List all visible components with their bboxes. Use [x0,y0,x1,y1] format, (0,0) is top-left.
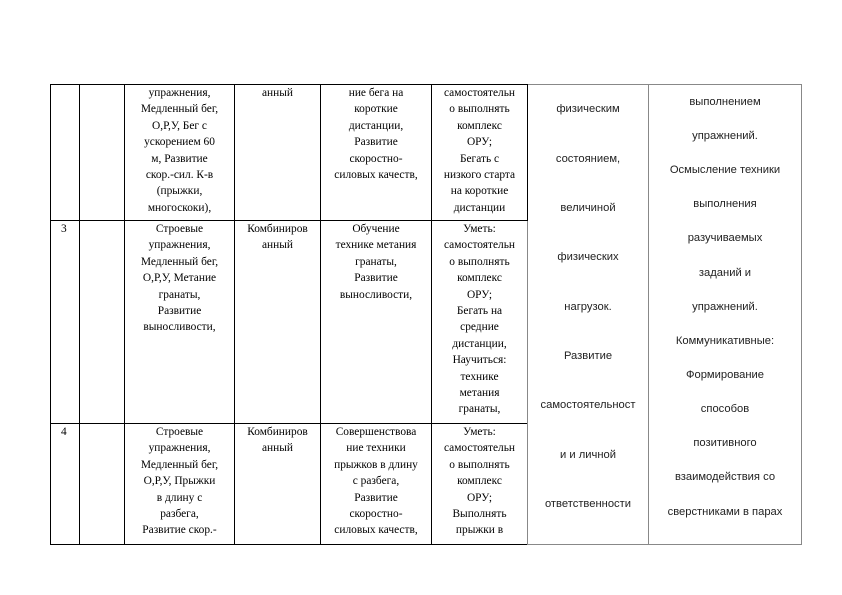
subject-results-text: самостоятельн о выполнять комплекс ОРУ; Бегать с низкого старта на короткие дистанции [443,87,516,214]
subject-results-cell [432,85,528,221]
lesson-content-cell [125,221,235,424]
personal-result-line: состоянием, [555,152,621,165]
personal-result-line: ответственности [544,498,632,511]
lesson-content-cell [125,85,235,221]
subject-results-cell [432,424,528,545]
personal-result-line: нагрузок. [564,300,612,313]
lesson-tasks-text: Совершенствова ние техники прыжков в длину с разбега, Развитие скоростно- силовых качеств, [334,426,418,537]
meta-result-line: упражнений. [692,130,758,142]
lesson-content-cell [125,424,235,545]
meta-results-cell [649,85,802,545]
personal-result-line: величиной [560,202,616,215]
meta-result-line: выполнением [689,95,761,108]
date-cell [80,221,125,424]
meta-result-line: заданий и [698,266,752,279]
meta-result-line: способов [700,403,750,416]
lesson-type-text: Комбиниров анный [247,223,308,252]
lesson-type-cell [235,221,321,424]
personal-result-line: физических [557,251,619,264]
meta-result-line: выполнения [693,198,757,211]
lesson-content-text: Строевые упражнения, Медленный бег, О,Р,У, Метание гранаты, Развитие выносливости, [140,223,219,334]
subject-results-cell [432,221,528,424]
meta-result-line: взаимодействия со [674,471,776,484]
lesson-tasks-cell [321,85,432,221]
meta-result-line: разучиваемых [687,232,763,245]
lesson-type-text: анный [262,87,293,99]
personal-result-line: и и личной [560,448,616,461]
meta-result-line: Осмысление техники [669,164,781,177]
meta-result-line: упражнений. [692,300,758,313]
lesson-plan-table [50,84,802,545]
lesson-type-text: Комбиниров анный [247,426,308,455]
date-cell [80,424,125,545]
lesson-tasks-cell [321,424,432,545]
personal-results-cell [528,85,649,545]
lesson-tasks-text: ние бега на короткие дистанции, Развитие скоростно- силовых качеств, [334,87,418,182]
row-number [51,85,80,221]
lesson-tasks-cell [321,221,432,424]
meta-result-line: Формирование [685,368,765,381]
lesson-tasks-text: Обучение технике метания гранаты, Развитие выносливости, [335,223,417,301]
lesson-content-text: Строевые упражнения, Медленный бег, О,Р,У, Прыжки в длину с разбега, Развитие скор.- [140,426,219,537]
personal-result-line: физическим [556,103,620,116]
meta-result-line: позитивного [693,437,757,450]
subject-results-text: Уметь: самостоятельн о выполнять комплекс ОРУ; Выполнять прыжки в [443,426,516,537]
date-cell [80,85,125,221]
meta-result-line: сверстниками в парах [667,505,783,518]
table-row [51,85,802,221]
lesson-type-cell [235,85,321,221]
row-number: 3 [51,221,80,424]
personal-result-line: самостоятельност [540,399,636,412]
meta-result-line: Коммуникативные: [675,334,775,347]
lesson-type-cell [235,424,321,545]
lesson-content-text: упражнения, Медленный бег, О,Р,У, Бег с ускорением 60 м, Развитие скор.-сил. К-в (прыжки, многоскоки), [140,87,219,214]
subject-results-text: Уметь: самостоятельн о выполнять комплекс ОРУ; Бегать на средние дистанции, Научиться: технике метания гранаты, [443,223,516,416]
personal-result-line: Развитие [563,350,613,363]
row-number: 4 [51,424,80,545]
